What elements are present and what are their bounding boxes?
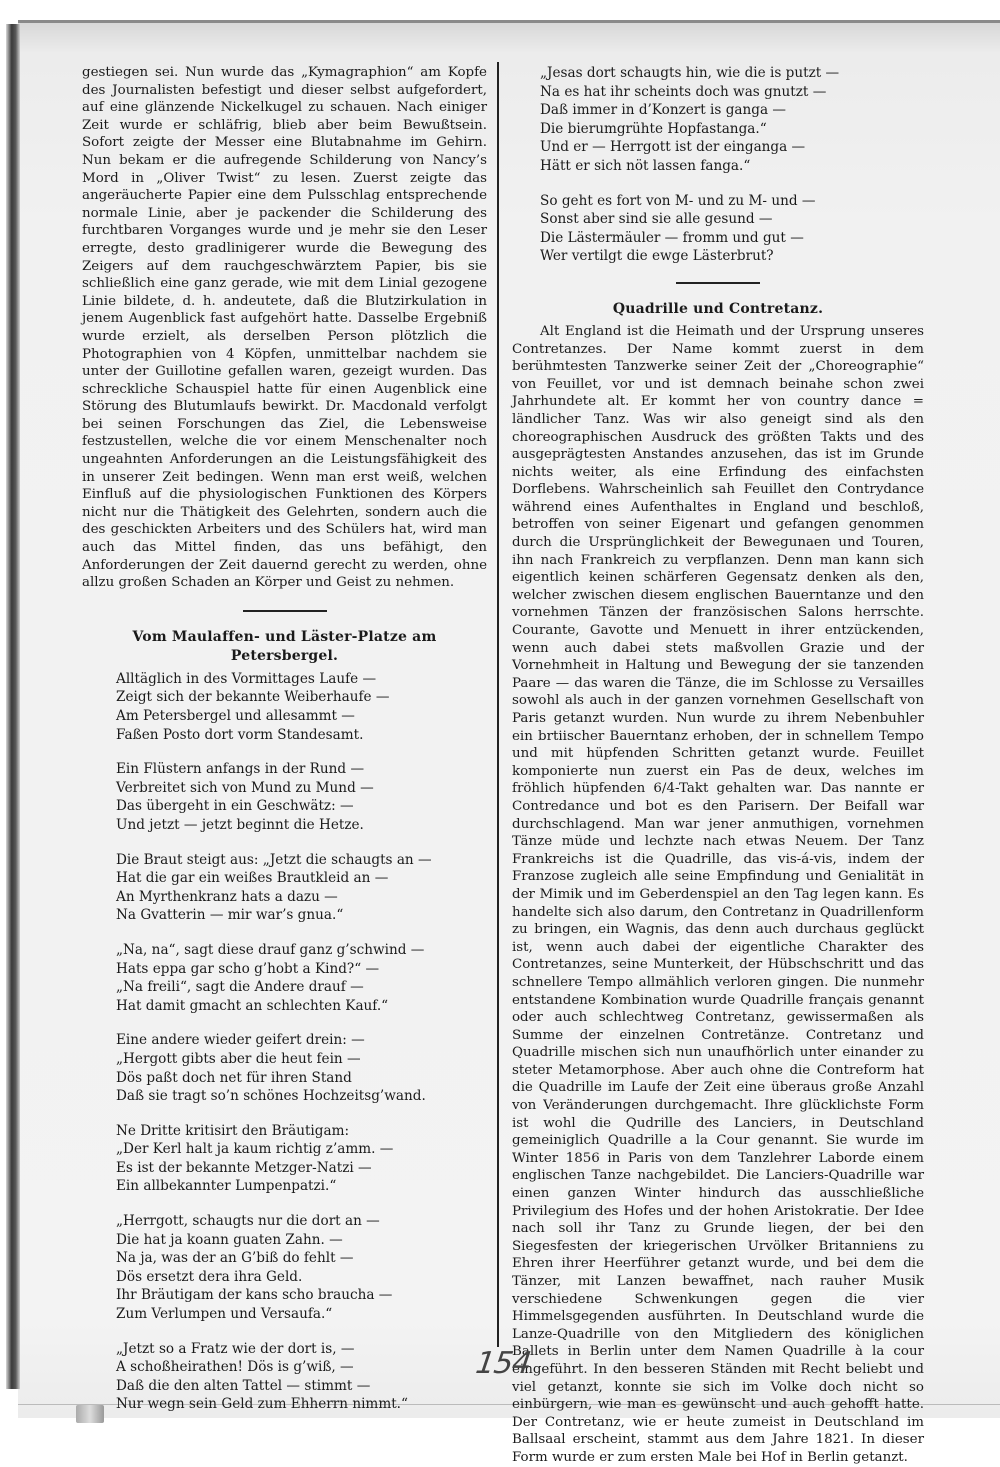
poem-line: Zum Verlumpen und Versaufa.“ — [116, 1306, 333, 1323]
column-divider — [497, 62, 499, 1347]
poem-line: Zeigt sich der bekannte Weiberhaufe — — [116, 689, 390, 706]
poem-line: „Herrgott, schaugts nur die dort an — — [116, 1213, 380, 1230]
poem-line: Die bierumgrühte Hopfastanga.“ — [540, 120, 767, 137]
poem-line: „Jetzt so a Fratz wie der dort is, — — [116, 1340, 355, 1357]
poem-stanza — [116, 1340, 487, 1414]
poem-continuation — [512, 64, 924, 266]
poem-line: Dös paßt doch net für ihren Stand — [116, 1069, 352, 1086]
poem-line: Hat die gar ein weißes Brautkleid an — — [116, 870, 389, 887]
section-divider — [243, 610, 327, 612]
poem-title: Vom Maulaffen- und Läster-Platze am Petersbergel. — [132, 628, 437, 664]
section-divider — [676, 282, 760, 284]
poem-line: Daß die den alten Tattel — stimmt — — [116, 1377, 371, 1394]
poem-line: „Hergott gibts aber die heut fein — — [116, 1050, 361, 1067]
poem-line: So geht es fort von M- und zu M- und — — [540, 192, 816, 209]
poem-line: Und jetzt — jetzt beginnt die Hetze. — [116, 816, 364, 833]
poem-line: Wer vertilgt die ewge Lästerbrut? — [540, 248, 774, 265]
poem-line: Es ist der bekannte Metzger-Natzi — — [116, 1159, 372, 1176]
poem-line: Die hat ja koann guaten Zahn. — — [116, 1231, 343, 1248]
poem-line: „Na freili“, sagt die Andere drauf — — [116, 979, 364, 996]
poem-line: „Jesas dort schaugts hin, wie die is putzt — — [540, 65, 840, 81]
poem-line: Nur wegn sein Geld zum Ehherrn nimmt.“ — [116, 1396, 408, 1413]
poem-stanza — [116, 941, 487, 1015]
poem-line: A schoßheirathen! Dös is g’wiß, — — [116, 1359, 354, 1376]
poem-line: Na Gvatterin — mir war’s gnua.“ — [116, 907, 344, 924]
handwritten-page-number: 154 — [473, 1346, 533, 1381]
poem-line: An Myrthenkranz hats a dazu — — [116, 888, 338, 905]
poem-line: „Der Kerl halt ja kaum richtig z’amm. — — [116, 1141, 394, 1158]
poem-line: Daß immer in d’Konzert is ganga — — [540, 102, 786, 119]
poem-line: Ne Dritte kritisirt den Bräutigam: — [116, 1122, 350, 1139]
right-column — [512, 64, 924, 1467]
poem-stanza — [540, 192, 924, 266]
poem-line: Eine andere wieder geifert drein: — — [116, 1032, 365, 1049]
poem-line: Faßen Posto dort vorm Standesamt. — [116, 726, 364, 743]
poem-line: Verbreitet sich von Mund zu Mund — — [116, 779, 374, 796]
poem-line: Hat damit gmacht an schlechten Kauf.“ — [116, 997, 389, 1014]
poem-stanza — [116, 670, 487, 744]
poem-line: Sonst aber sind sie alle gesund — — [540, 211, 773, 228]
poem-line: Dös ersetzt dera ihra Geld. — [116, 1268, 303, 1285]
poem-line: Die Braut steigt aus: „Jetzt die schaugts an — — [116, 851, 432, 868]
poem-stanza — [540, 64, 924, 176]
left-column — [82, 64, 487, 1430]
poem-line: Alltäglich in des Vormittages Laufe — — [116, 670, 377, 687]
poem-stanza — [116, 1031, 487, 1105]
poem-line: Ein allbekannter Lumpenpatzi.“ — [116, 1178, 337, 1195]
poem-line: Die Lästermäuler — fromm und gut — — [540, 229, 804, 246]
poem-line: Na ja, was der an G’biß do fehlt — — [116, 1250, 354, 1267]
poem-line: Und er — Herrgott ist der einganga — — [540, 139, 806, 156]
article-title: Quadrille und Contretanz. — [612, 300, 824, 317]
poem-line: „Na, na“, sagt diese drauf ganz g’schwind — — [116, 941, 425, 958]
poem-stanza — [116, 760, 487, 834]
poem-line: Na es hat ihr scheints doch was gnutzt — — [540, 83, 827, 100]
poem-line: Hätt er sich nöt lassen fanga.“ — [540, 157, 751, 174]
article-continuation: gestiegen sei. Nun wurde das „Kymagraphion“ am Kopfe des Journalisten befestigt und dieser selbst aufgefordert, auf eine glänzende Nickelkugel zu schauen. Nach einiger Zeit wurde er schläfrig, blieb aber beim Bewußtsein. Sofort zeigte der Messer eine Blutabnahme im Gehirn. Nun bekam er die aufregende Schilderung von Nancy’s Mord in „Oliver Twist“ zu lesen. Zuerst zeigte das angeräucherte Papier eine dem Pulsschlag entsprechende normale Linie, aber je packender die Schilderung des furchtbaren Vorganges wurde und je mehr sie den Leser erregte, desto gradlinigerer wurde die Bewegung des Zeigers auf dem rauchgeschwärztem Papier, bis sie schließlich eine ganz gerade, wie mit dem Linial gezogene Linie bildete, d. h. andeutete, daß die Blutzirkulation in jenem Augenblick fast aufgehört hatte. Dasselbe Ergebniß wurde erzielt, als derselben Person plötzlich die Photographien von 4 Köpfen, unmittelbar nachdem sie unter der Guillotine gefallen waren, gezeigt wurden. Das schreckliche Schauspiel hatte für einen Augenblick eine Störung des Blutumlaufs bewirkt. Dr. Macdonald verfolgt bei seinen Forschungen das Ziel, die Lebensweise festzustellen, welche die vor einem Menschenalter noch ungeahnten Anforderungen an die Leistungsfähigkeit des in unserer Zeit bedingen. Wenn man erst weiß, welchen Einfluß auf die physiologischen Funktionen des Körpers nicht nur die Thätigkeit des Gelehrten, sondern auch die des geschickten Arbeiters und des Schülers hat, wird man auch das Mittel finden, das uns befähigt, den Anforderungen der Zeit dauernd gerecht zu werden, ohne allzu großen Schaden an Körper und Geist zu nehmen. — [82, 65, 487, 591]
poem-line: Ein Flüstern anfangs in der Rund — — [116, 761, 365, 778]
article-body: Alt England ist die Heimath und der Ursprung unseres Contretanzes. Der Name kommt zuerst in dem berühmtesten Tanzwerke seiner Zeit der „Choreographie“ von Feuillet, vor und ist demnach beinahe schon zwei Jahrhundete alt. Er kommt her von country dance = ländlicher Tanz. Was wir also geneigt sind als den choreographischen Ausdruck des größten Takts und des ausgeprägtesten Anstandes anzusehen, das ist im Grunde nichts weiter, als eine Erfindung des einfachsten Dorflebens. Wahrscheinlich sah Feuillet den Contrydance während eines Aufenthaltes in England und beschloß, betroffen von seiner Eigenart und gefangen genommen durch die Ursprünglichkeit der Bewegunaen und Touren, ihn nach Frankreich zu verpflanzen. Denn man kann sich eigentlich keinen schärferen Gegensatz denken als den, welcher zwischen diesem englischen Bauerntanze und den vornehmen Tänzen der französischen Salons herrschte. Courante, Gavotte und Menuett in ihrer entzückenden, wenn auch dabei stets maßvollen Grazie und der Vornehmheit in Haltung und Bewegung der sie tanzenden Paare — das waren die Tänze, die im Schlosse zu Versailles sowohl als auch in der ganzen vornehmen Gesellschaft von Paris getanzt wurden. Nun wurde zu ihrem Nebenbuhler ein brtiischer Bauerntanz erhoben, der in schnellem Tempo und mit hüpfenden Schritten getanzt wurde. Feuillet komponierte nun zuerst ein Pas de deux, welches im fröhlich hüpfenden 6/4-Takt gehalten war. Das nannte er Contredance und bot es den Parisern. Der Beifall war durchschlagend. Man war jener anmuthigen, vornehmen Tänze müde und lechzte nach etwas Neuem. Der Tanz Frankreichs ist die Quadrille, das vis-á-vis, indem der Franzose zugleich alle seine Empfindung und Genialität in der Mimik und im Geberdenspiel an den Tag legen kann. Es handelte sich also darum, den Contretanz in Quadrillenform zu bringen, ein Wagnis, das denn auch durchaus geglückt ist, wenn auch dabei der eigentliche Charakter des Contretanzes, seine Munterkeit, der Hübschschritt und das schnellere Tempo allmählich verloren gingen. Die nunmehr entstandene Kombination wurde Quadrille français genannt oder auch schlechtweg Contretanz, gewissermaßen als Summe der einzelnen Contretänze. Contretanz und Quadrille mischen sich nun unaufhörlich unter einander zu steter Metamorphose. Aber auch ohne die Contreform hat die Quadrille im Laufe der Zeit eine überaus große Anzahl von Veränderungen durchgemacht. Ihre glücklichste Form ist wohl die Qudrille des Lanciers, in Deutschland gemeiniglich Quadrille a la Cour genannt. Sie wurde im Winter 1856 in Paris von dem Tanzlehrer Laborde einem englischen Tanze nachgebildet. Die Lanciers-Quadrille war einen ganzen Winter hindurch das ausschließliche Privilegium des Hofes und der hohen Aristokratie. Der Idee nach soll ihr Tanz zu Grunde liegen, der bei den Siegesfesten der kriegerischen Urvölker Britanniens zu Ehren ihrer Heerführer getanzt wurde, und bei dem die Tänzer, mit Lanzen bewaffnet, nach rauher Musik verschiedene Schwenkungen gegen die vier Himmelsgegenden ausführten. In Deutschland wurde die Lanze-Quadrille von den Mitgliedern des königlichen Ballets in Berlin unter dem Namen Quadrille à la cour eingeführt. In den besseren Ständen mit Recht beliebt und viel getanzt, konnte sie sich im Volke doch nicht so einbürgern, wie man es gewünscht und auch gehofft hatte. Der Contretanz, wie er heute zumeist in Deutschland im Ballsaal erscheint, stammt aus dem Jahre 1821. In dieser Form wurde er zum ersten Male bei Hof in Berlin getanzt. — [512, 323, 924, 1465]
poem-stanza — [116, 1212, 487, 1324]
poem-stanza — [116, 1122, 487, 1196]
poem-body — [82, 670, 487, 1414]
poem-line: Am Petersbergel und allesammt — — [116, 708, 355, 724]
poem-line: Das übergeht in ein Geschwätz: — — [116, 798, 354, 815]
poem-stanza — [116, 851, 487, 925]
poem-line: Hats eppa gar scho g’hobt a Kind?“ — — [116, 960, 380, 977]
poem-line: Daß sie tragt so’n schönes Hochzeitsg’wand. — [116, 1088, 426, 1105]
binding-spine — [6, 24, 20, 1389]
poem-line: Ihr Bräutigam der kans scho braucha — — [116, 1287, 393, 1304]
